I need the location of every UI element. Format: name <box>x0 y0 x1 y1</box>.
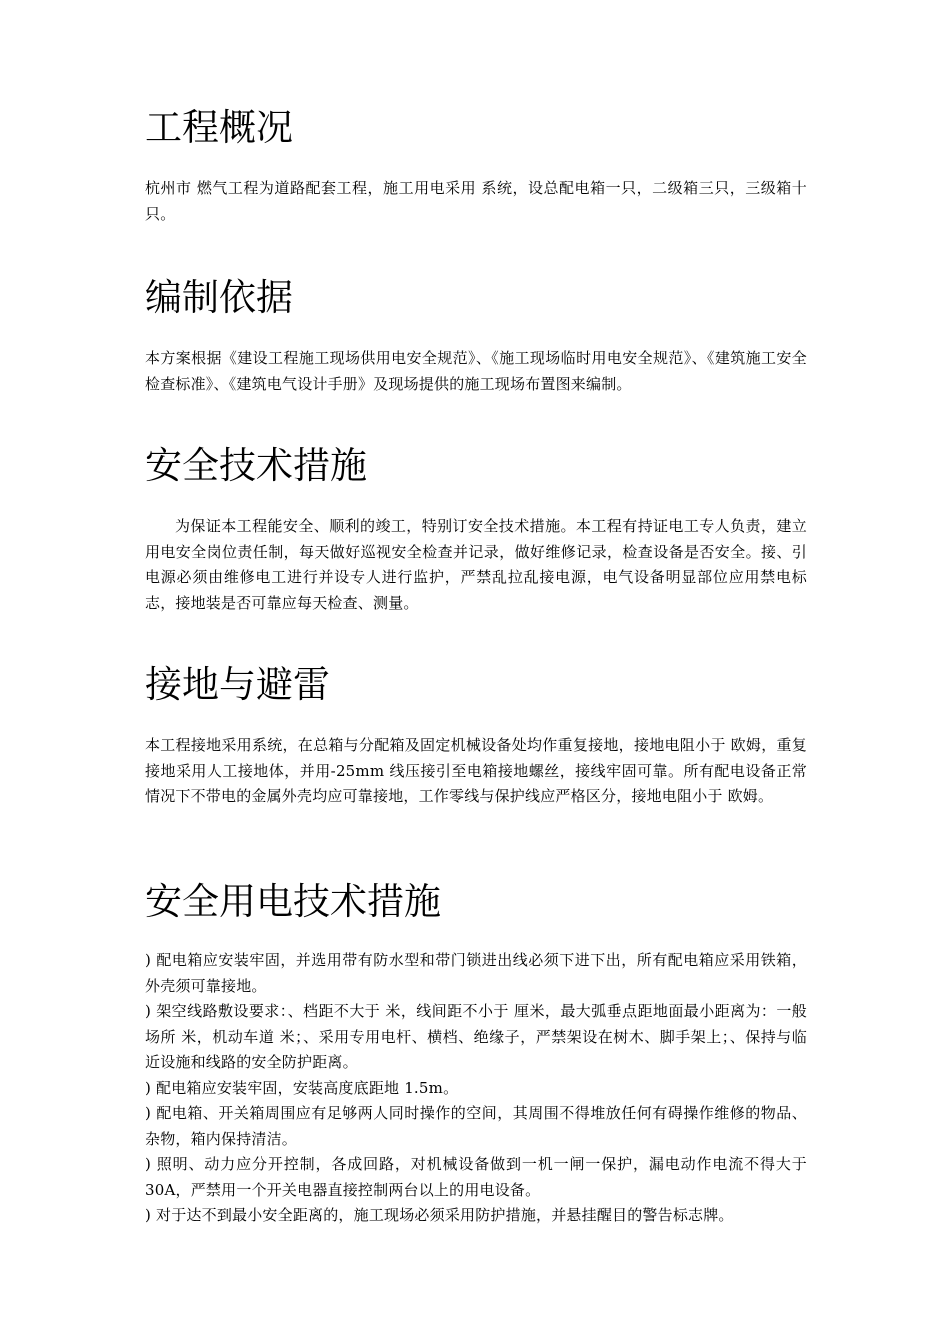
section-basis <box>145 276 807 397</box>
section-project-overview <box>145 106 807 227</box>
measure-list <box>145 948 807 1229</box>
section-heading: 工程概况 <box>145 106 293 149</box>
paragraph: 本方案根据《建设工程施工现场供用电安全规范》、《施工现场临时用电安全规范》、《建筑施工安全检查标准》、《建筑电气设计手册》及现场提供的施工现场布置图来编制。 <box>145 349 807 393</box>
section-heading: 安全技术措施 <box>145 444 367 487</box>
list-item: ) 架空线路敷设要求：、档距不大于 米，线间距不小于 厘米，最大弧垂点距地面最小距离为：一般场所 米，机动车道 米；、采用专用电杆、横档、绝缘子，严禁架设在树木、脚手架上；、保持与临近设施和线路的安全防护距离。 <box>145 1002 807 1071</box>
list-item: ) 配电箱、开关箱周围应有足够两人同时操作的空间，其周围不得堆放任何有碍操作维修的物品、杂物，箱内保持清洁。 <box>145 1104 807 1148</box>
paragraph: 为保证本工程能安全、顺利的竣工，特别订安全技术措施。本工程有持证电工专人负责，建立用电安全岗位责任制，每天做好巡视安全检查并记录，做好维修记录，检查设备是否安全。接、引电源必须由维修电工进行并设专人进行监护，严禁乱拉乱接电源，电气设备明显部位应用禁电标志，接地装是否可靠应每天检查、测量。 <box>145 517 807 612</box>
list-item: ) 对于达不到最小安全距离的，施工现场必须采用防护措施，并悬挂醒目的警告标志牌。 <box>145 1206 734 1224</box>
section-heading: 接地与避雷 <box>145 663 330 706</box>
section-electrical-safety <box>145 880 807 1229</box>
list-item: ) 配电箱应安装牢固，安装高度底距地 1.5m。 <box>145 1078 459 1097</box>
section-grounding <box>145 663 807 810</box>
section-heading: 安全用电技术措施 <box>145 880 441 923</box>
paragraph: 杭州市 燃气工程为道路配套工程，施工用电采用 系统，设总配电箱一只，二级箱三只，三级箱十只。 <box>145 179 807 223</box>
section-heading: 编制依据 <box>145 276 293 319</box>
section-safety-measures <box>145 444 807 616</box>
paragraph: 本工程接地采用系统，在总箱与分配箱及固定机械设备处均作重复接地，接地电阻小于 欧姆，重复接地采用人工接地体，并用-25mm 线压接引至电箱接地螺丝，接线牢固可靠。所有配电设备正常情况下不带电的金属外壳均应可靠接地，工作零线与保护线应严格区分，接地电阻小于 欧姆。 <box>145 736 807 805</box>
list-item: ) 配电箱应安装牢固，并选用带有防水型和带门锁进出线必须下进下出，所有配电箱应采用铁箱，外壳须可靠接地。 <box>145 951 807 995</box>
list-item: ) 照明、动力应分开控制，各成回路，对机械设备做到一机一闸一保护，漏电动作电流不得大于 30A，严禁用一个开关电器直接控制两台以上的用电设备。 <box>145 1155 807 1199</box>
